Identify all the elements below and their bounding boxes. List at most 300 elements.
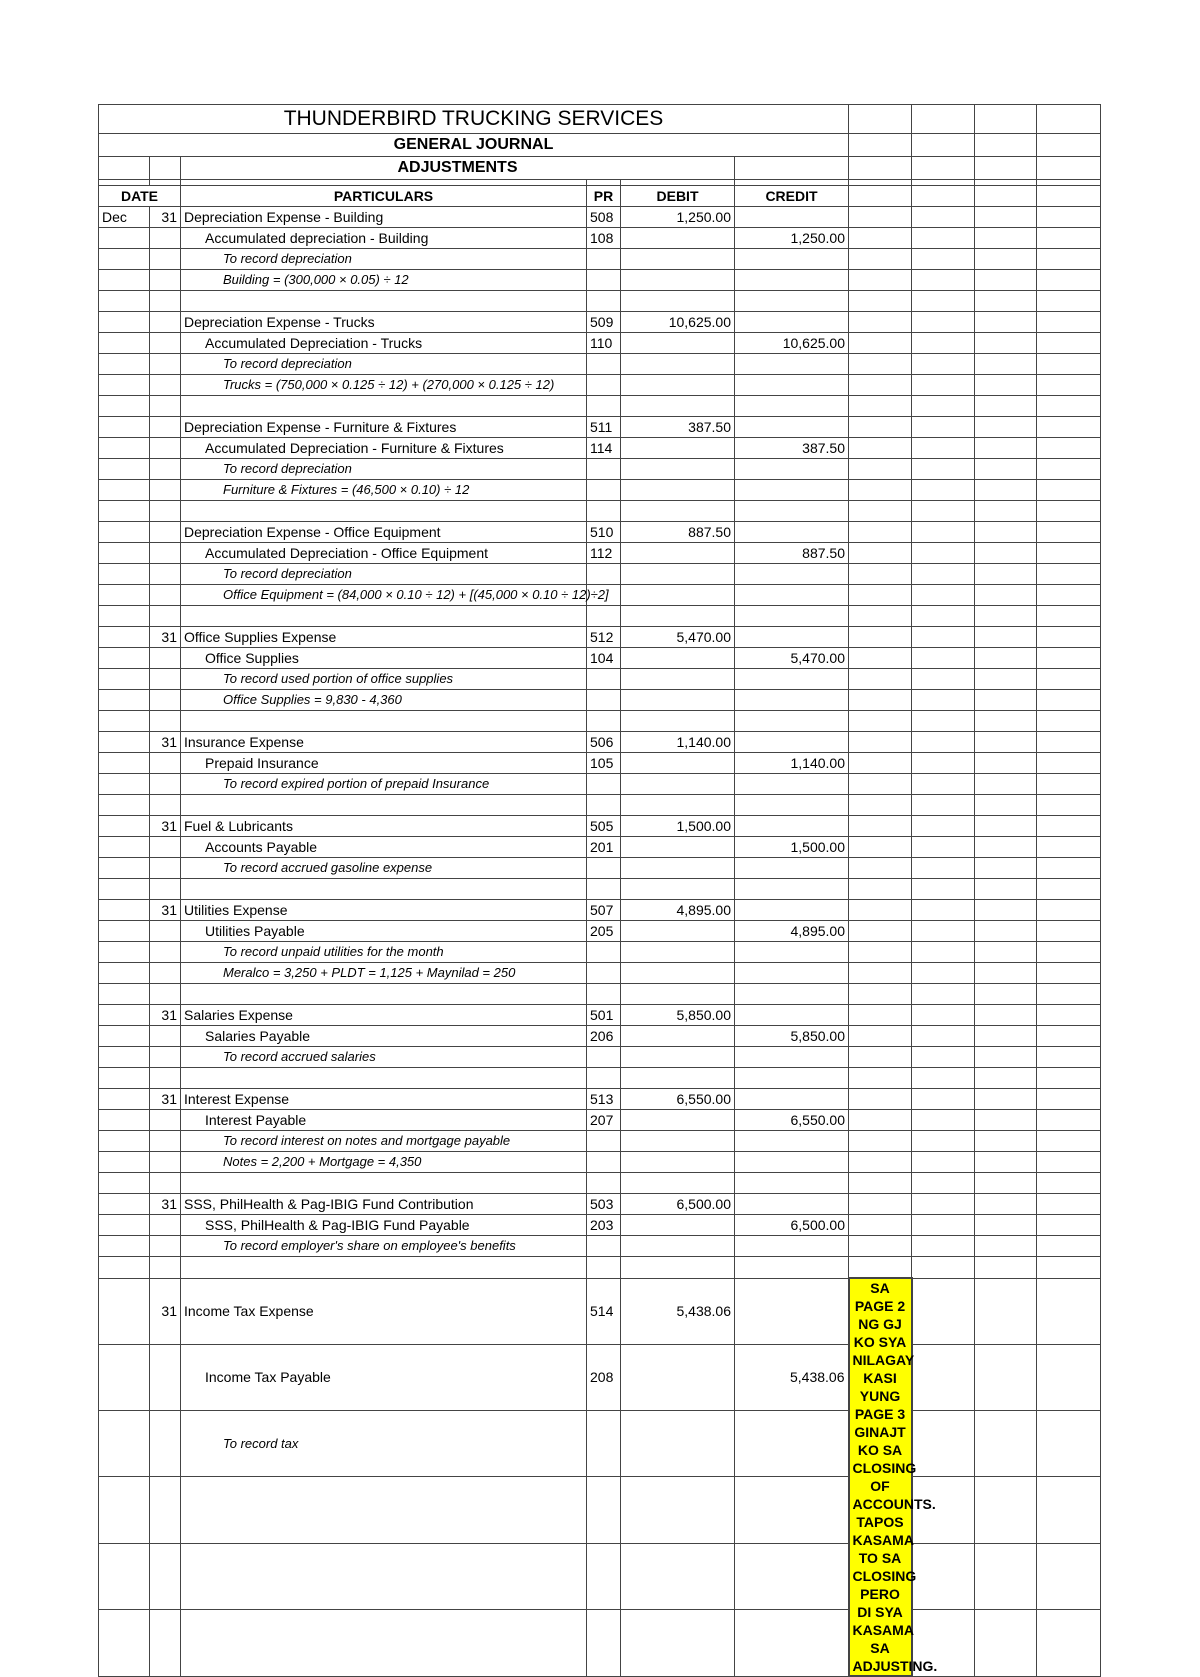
table-row [99,1131,1101,1152]
empty-cell [975,837,1037,858]
month-cell [99,333,150,354]
table-row [99,207,1101,228]
pr-cell: 208 [587,1344,621,1410]
empty-cell [849,921,912,942]
pr-cell [587,963,621,984]
empty-cell [849,795,912,816]
particulars-cell: Salaries Expense [181,1005,587,1026]
pr-cell [587,942,621,963]
credit-cell [735,1173,849,1194]
empty-cell [975,711,1037,732]
empty-cell [849,732,912,753]
credit-cell [735,375,849,396]
empty-cell [975,942,1037,963]
empty-cell [975,1477,1037,1543]
empty-cell [975,249,1037,270]
empty-cell [849,1047,912,1068]
empty-cell [1037,753,1101,774]
pr-cell [587,879,621,900]
pr-cell [587,1152,621,1173]
credit-cell [735,858,849,879]
credit-cell: 1,250.00 [735,228,849,249]
particulars-cell: To record expired portion of prepaid Insurance [181,774,587,795]
empty-cell [849,396,912,417]
empty-cell [1037,1543,1101,1609]
credit-cell [735,711,849,732]
empty-cell [975,228,1037,249]
empty-cell [1037,585,1101,606]
pr-cell: 108 [587,228,621,249]
month-cell [99,228,150,249]
credit-header: CREDIT [735,186,849,207]
empty-cell [912,501,975,522]
pr-cell [587,1257,621,1279]
month-cell [99,564,150,585]
day-cell: 31 [150,207,181,228]
debit-cell [621,1257,735,1279]
month-cell [99,1257,150,1279]
empty-cell [849,669,912,690]
month-cell [99,1543,150,1609]
pr-cell [587,1236,621,1257]
day-cell [150,543,181,564]
empty-cell [975,1344,1037,1410]
credit-cell [735,1610,849,1676]
empty-cell [975,543,1037,564]
table-row [99,606,1101,627]
particulars-cell [181,606,587,627]
empty-cell [975,1068,1037,1089]
pr-cell [587,858,621,879]
empty-cell [975,1194,1037,1215]
table-row [99,1215,1101,1236]
table-row [99,564,1101,585]
debit-cell [621,564,735,585]
empty-cell [912,333,975,354]
credit-cell: 1,500.00 [735,837,849,858]
debit-cell [621,1110,735,1131]
credit-cell: 10,625.00 [735,333,849,354]
empty-cell [912,1089,975,1110]
credit-cell [735,732,849,753]
debit-cell [621,543,735,564]
empty-cell [912,984,975,1005]
empty-cell [1037,1026,1101,1047]
day-cell [150,837,181,858]
empty-cell [975,1131,1037,1152]
empty-cell [975,984,1037,1005]
debit-cell [621,375,735,396]
empty-cell [912,669,975,690]
empty-cell [975,1215,1037,1236]
credit-cell [735,774,849,795]
empty-cell [849,543,912,564]
empty-cell [849,207,912,228]
credit-cell [735,1047,849,1068]
credit-cell [735,249,849,270]
empty-cell [975,921,1037,942]
day-cell [150,921,181,942]
credit-cell: 887.50 [735,543,849,564]
day-cell [150,585,181,606]
day-cell [150,1215,181,1236]
pr-cell: 206 [587,1026,621,1047]
month-cell [99,816,150,837]
empty-cell [912,816,975,837]
day-cell [150,942,181,963]
pr-cell: 509 [587,312,621,333]
empty-cell [912,207,975,228]
particulars-cell [181,795,587,816]
month-cell [99,291,150,312]
month-cell [99,858,150,879]
table-row [99,543,1101,564]
empty-cell [912,774,975,795]
month-cell [99,1089,150,1110]
pr-cell: 207 [587,1110,621,1131]
empty-cell [849,1257,912,1279]
empty-cell [912,585,975,606]
empty-cell [912,963,975,984]
table-row [99,963,1101,984]
month-cell [99,459,150,480]
empty-cell [849,837,912,858]
empty-cell [912,711,975,732]
credit-cell [735,312,849,333]
empty-cell [849,648,912,669]
empty-cell [849,1089,912,1110]
credit-cell [735,1477,849,1543]
empty-cell [1037,690,1101,711]
debit-cell [621,1173,735,1194]
empty-cell [975,606,1037,627]
empty-cell [849,375,912,396]
debit-cell [621,942,735,963]
month-cell [99,1068,150,1089]
month-cell [99,1477,150,1543]
empty-cell [849,1026,912,1047]
empty-cell [1037,879,1101,900]
empty-cell [1037,270,1101,291]
empty-cell [912,1131,975,1152]
pr-cell [587,669,621,690]
day-cell [150,1131,181,1152]
table-row [99,690,1101,711]
debit-cell [621,501,735,522]
table-row [99,1173,1101,1194]
empty-cell [1037,1194,1101,1215]
credit-cell [735,963,849,984]
empty-cell [975,1026,1037,1047]
table-row [99,1477,1101,1543]
particulars-cell: SSS, PhilHealth & Pag-IBIG Fund Payable [181,1215,587,1236]
table-row [99,732,1101,753]
credit-cell [735,669,849,690]
empty-cell [912,795,975,816]
table-row [99,1047,1101,1068]
empty-cell [912,480,975,501]
table-row [99,669,1101,690]
particulars-cell: Depreciation Expense - Furniture & Fixtures [181,417,587,438]
empty-cell [1037,963,1101,984]
empty-cell [912,438,975,459]
debit-cell [621,1543,735,1609]
header-row [99,186,1101,207]
day-cell: 31 [150,1005,181,1026]
credit-cell [735,417,849,438]
table-row [99,249,1101,270]
table-row [99,942,1101,963]
empty-cell [1037,921,1101,942]
table-row [99,522,1101,543]
credit-cell: 5,850.00 [735,1026,849,1047]
credit-cell [735,1005,849,1026]
debit-cell [621,879,735,900]
empty-cell [1037,648,1101,669]
credit-cell [735,900,849,921]
empty-cell [912,732,975,753]
empty-cell [975,1047,1037,1068]
particulars-cell: To record tax [181,1411,587,1477]
empty-cell [975,1005,1037,1026]
empty-cell [912,459,975,480]
debit-cell [621,249,735,270]
credit-cell [735,459,849,480]
table-row [99,1278,1101,1344]
month-cell [99,942,150,963]
day-cell [150,459,181,480]
empty-cell [1037,375,1101,396]
pr-cell [587,375,621,396]
company-title: THUNDERBIRD TRUCKING SERVICES [99,105,849,134]
pr-cell: 501 [587,1005,621,1026]
day-cell [150,606,181,627]
empty-cell [1037,1215,1101,1236]
table-row [99,711,1101,732]
table-row [99,879,1101,900]
particulars-cell: Building = (300,000 × 0.05) ÷ 12 [181,270,587,291]
debit-cell: 6,550.00 [621,1089,735,1110]
empty-cell [975,879,1037,900]
day-cell [150,1411,181,1477]
debit-cell [621,459,735,480]
debit-cell [621,1047,735,1068]
empty-cell [912,354,975,375]
particulars-cell: Accumulated Depreciation - Office Equipment [181,543,587,564]
credit-cell [735,1194,849,1215]
date-header: DATE [99,186,181,207]
empty-cell [912,900,975,921]
journal-title: GENERAL JOURNAL [99,134,849,157]
debit-cell [621,648,735,669]
empty-cell [849,1215,912,1236]
particulars-cell [181,984,587,1005]
credit-cell [735,1278,849,1344]
month-cell [99,543,150,564]
table-row [99,501,1101,522]
particulars-cell [181,1610,587,1676]
empty-cell [912,921,975,942]
empty-cell [849,711,912,732]
month-cell [99,1610,150,1676]
empty-cell [1037,291,1101,312]
day-cell: 31 [150,732,181,753]
particulars-cell: Income Tax Payable [181,1344,587,1410]
debit-cell [621,711,735,732]
debit-cell: 1,250.00 [621,207,735,228]
table-row [99,1411,1101,1477]
debit-cell: 6,500.00 [621,1194,735,1215]
empty-cell [975,333,1037,354]
pr-cell [587,1068,621,1089]
day-cell [150,1543,181,1609]
empty-cell [849,333,912,354]
empty-cell [912,522,975,543]
debit-cell [621,669,735,690]
section-row [99,157,1101,180]
month-cell [99,480,150,501]
table-row [99,1194,1101,1215]
empty-cell [975,1110,1037,1131]
pr-cell [587,249,621,270]
table-row [99,1110,1101,1131]
empty-cell [849,627,912,648]
empty-cell [1037,711,1101,732]
month-cell [99,1110,150,1131]
particulars-cell: Office Supplies [181,648,587,669]
day-cell [150,354,181,375]
particulars-cell [181,1173,587,1194]
table-row [99,333,1101,354]
empty-cell [912,1152,975,1173]
day-cell [150,1047,181,1068]
empty-cell [975,1173,1037,1194]
empty-cell [912,564,975,585]
empty-cell [1037,1068,1101,1089]
particulars-cell [181,1257,587,1279]
particulars-cell: Notes = 2,200 + Mortgage = 4,350 [181,1152,587,1173]
month-cell [99,249,150,270]
month-cell [99,984,150,1005]
empty-cell [1037,522,1101,543]
month-cell [99,1194,150,1215]
empty-cell [912,1344,975,1410]
empty-cell [912,312,975,333]
debit-cell [621,480,735,501]
pr-cell [587,354,621,375]
month-cell [99,1173,150,1194]
empty-cell [975,459,1037,480]
pr-cell: 205 [587,921,621,942]
particulars-cell: Office Supplies = 9,830 - 4,360 [181,690,587,711]
empty-cell [1037,627,1101,648]
empty-cell [1037,354,1101,375]
month-cell [99,669,150,690]
pr-cell [587,1411,621,1477]
empty-cell [912,690,975,711]
particulars-cell: Utilities Expense [181,900,587,921]
empty-cell [849,1194,912,1215]
empty-cell [1037,1152,1101,1173]
pr-cell: 201 [587,837,621,858]
empty-cell [849,774,912,795]
empty-cell [912,1068,975,1089]
empty-cell [975,690,1037,711]
debit-header: DEBIT [621,186,735,207]
day-cell [150,690,181,711]
pr-cell: 506 [587,732,621,753]
credit-cell [735,564,849,585]
empty-cell [849,1110,912,1131]
debit-cell: 1,500.00 [621,816,735,837]
journal-table [98,104,1101,1677]
pr-cell: 203 [587,1215,621,1236]
month-cell [99,396,150,417]
debit-cell [621,1344,735,1410]
empty-cell [975,1411,1037,1477]
debit-cell: 5,470.00 [621,627,735,648]
particulars-cell: Depreciation Expense - Office Equipment [181,522,587,543]
day-cell [150,270,181,291]
empty-cell [912,1005,975,1026]
debit-cell: 887.50 [621,522,735,543]
pr-cell [587,501,621,522]
table-row [99,1257,1101,1279]
empty-cell [1037,1411,1101,1477]
pr-cell: 105 [587,753,621,774]
empty-cell [849,291,912,312]
empty-cell [912,375,975,396]
empty-cell [912,858,975,879]
pr-cell [587,480,621,501]
pr-cell: 508 [587,207,621,228]
month-cell [99,1026,150,1047]
table-row [99,438,1101,459]
empty-cell [1037,438,1101,459]
empty-cell [1037,480,1101,501]
empty-cell [1037,249,1101,270]
debit-cell [621,1026,735,1047]
month-cell [99,1005,150,1026]
pr-cell: 507 [587,900,621,921]
particulars-cell [181,1543,587,1609]
empty-cell [975,732,1037,753]
debit-cell [621,1411,735,1477]
month-cell [99,585,150,606]
month-cell [99,417,150,438]
pr-cell [587,1047,621,1068]
debit-cell [621,921,735,942]
empty-cell [912,1411,975,1477]
empty-cell [975,501,1037,522]
particulars-cell: To record unpaid utilities for the month [181,942,587,963]
table-row [99,1236,1101,1257]
credit-cell [735,606,849,627]
empty-cell [1037,1278,1101,1344]
particulars-cell: Accumulated depreciation - Building [181,228,587,249]
empty-cell [849,984,912,1005]
debit-cell [621,438,735,459]
empty-cell [1037,1344,1101,1410]
day-cell [150,564,181,585]
day-cell [150,1257,181,1279]
empty-cell [975,753,1037,774]
debit-cell [621,606,735,627]
particulars-cell: Salaries Payable [181,1026,587,1047]
month-cell [99,606,150,627]
day-cell: 31 [150,627,181,648]
table-row [99,291,1101,312]
